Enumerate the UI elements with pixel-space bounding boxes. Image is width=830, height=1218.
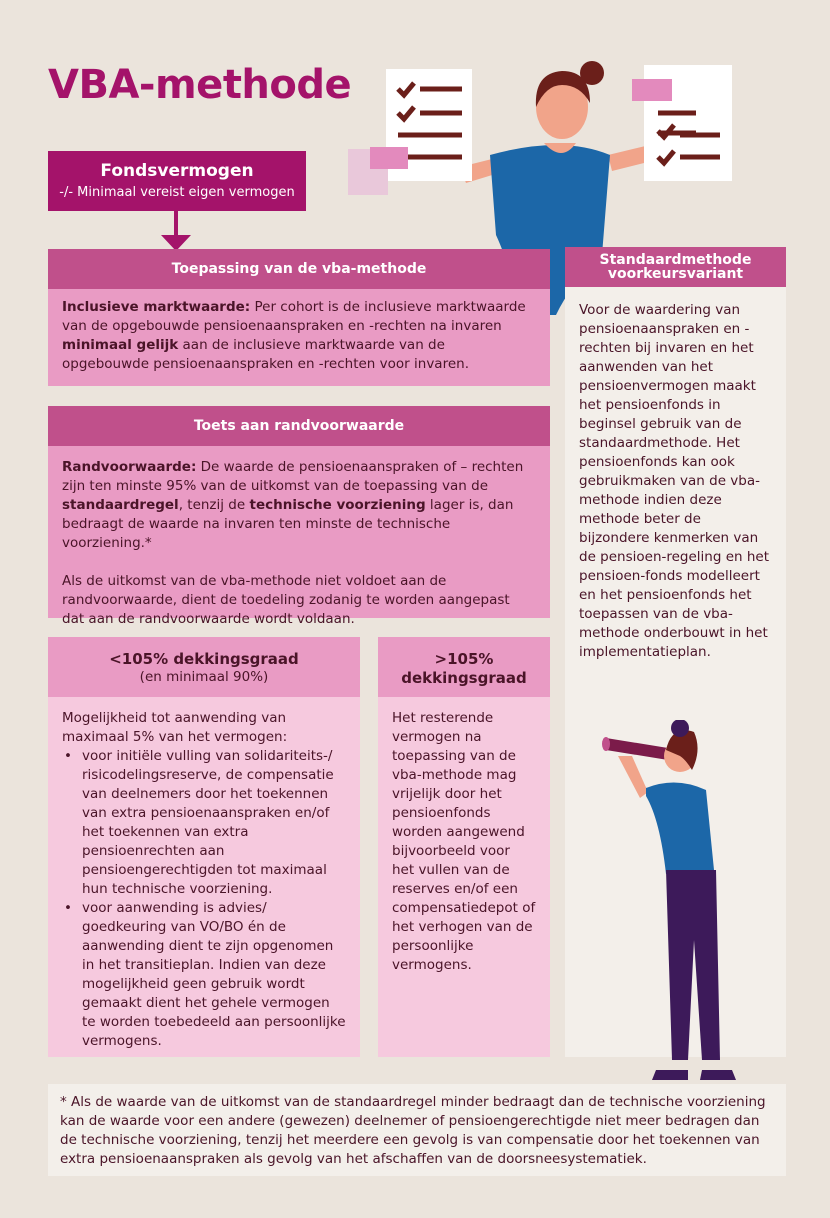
toepassing-bold1: minimaal gelijk (62, 337, 179, 353)
man-telescope-illustration (596, 720, 766, 1086)
sticky-note-pink (632, 79, 672, 101)
below105-subheading: (en minimaal 90%) (139, 669, 269, 685)
above105-text: Het resterende vermogen na toepassing van de vba-methode mag vrijelijk door het pensioenfonds worden aangewend bijvoorbeeld voor het vullen van de reserves en/of een compensatiedepot of het verhogen van de persoonlijke vermogens. (392, 710, 536, 973)
man-shoe (700, 1070, 736, 1080)
fondsvermogen-box (48, 151, 306, 211)
fondsvermogen-heading: Fondsvermogen (100, 161, 254, 181)
list-item: • voor initiële vulling van solidariteits-/ risicodelingsreserve, de compensatie van deelnemers door het toekennen van extra pensioenaanspraken en/of het toekennen van extra pensioenrechten aan pensioengerechtigden tot maximaal hun technische voorziening. (62, 747, 346, 899)
telescope-lens (602, 737, 610, 751)
toets-body (48, 446, 550, 627)
above105-body (378, 697, 550, 1057)
standaard-header (565, 247, 786, 287)
toepassing-body (48, 289, 550, 386)
page-title: VBA-methode (48, 62, 352, 108)
toepassing-text1: Per cohort is de inclusieve marktwaarde van de opgebouwde pensioenaanspraken en -rechten na invaren (62, 299, 526, 334)
toets-label: Randvoorwaarde: (62, 459, 197, 475)
standaard-heading1: Standaardmethode (599, 252, 752, 268)
list-item: • voor aanwending is advies/ goedkeuring van VO/BO én de aanwending dient te zijn opgenomen in het transitieplan. Indien van deze mogelijkheid geen gebruik wordt gemaakt dient het gehele vermogen te worden toebedeeld aan persoonlijke vermogens. (62, 899, 346, 1051)
fondsvermogen-subtitle: -/- Minimaal vereist eigen vermogen (59, 185, 295, 200)
down-arrow-shaft (174, 211, 178, 237)
below105-intro: Mogelijkheid tot aanwending van maximaal 5% van het vermogen: (62, 710, 288, 745)
toets-paragraph2: Als de uitkomst van de vba-methode niet voldoet aan de randvoorwaarde, dient de toedeling zodanig te worden aangepast dat aan de randvoorwaarde wordt voldaan. (62, 573, 510, 627)
toepassing-text2: aan de inclusieve marktwaarde van de opgebouwde pensioenaanspraken en -rechten voor invaren. (62, 337, 469, 372)
telescope-icon (606, 738, 668, 760)
toepassing-header (48, 249, 550, 289)
above105-heading2: dekkingsgraad (401, 669, 527, 687)
toepassing-label: Inclusieve marktwaarde: (62, 299, 251, 315)
man-shoe (652, 1070, 688, 1080)
toets-paragraph1 (62, 458, 536, 553)
toets-heading: Toets aan randvoorwaarde (193, 418, 405, 434)
man-arm (618, 756, 648, 798)
toepassing-heading: Toepassing van de vba-methode (171, 261, 427, 277)
toets-header (48, 406, 550, 446)
below105-bullets (62, 747, 346, 1051)
footnote (48, 1084, 786, 1176)
man-trousers (666, 870, 720, 1060)
man-shirt (646, 782, 714, 876)
above105-heading1: >105% (434, 650, 494, 668)
woman-hair-bun (580, 61, 604, 85)
sticky-note-pink (370, 147, 408, 169)
toets-text2: , tenzij de (178, 497, 250, 513)
standaard-heading2: voorkeursvariant (607, 266, 744, 282)
toets-bold1: standaardregel (62, 497, 179, 513)
toets-text1: De waarde de pensioenaanspraken of – rechten zijn ten minste 95% van de uitkomst van de toepassing van de (62, 459, 524, 494)
below105-body (48, 697, 360, 1057)
footnote-text: * Als de waarde van de uitkomst van de standaardregel minder bedraagt dan de technische voorziening kan de waarde voor een andere (gewezen) deelnemer of pensioengerechtigde niet meer bedragen dan de technische voorziening, tenzij het meerdere een gevolg is van compensatie door het toekennen van extra pensioenaanspraken als gevolg van het afschaffen van de doorsneesystematiek. (60, 1094, 766, 1167)
toets-text3: lager is, dan bedraagt de waarde na invaren ten minste de technische voorziening.* (62, 497, 514, 551)
toets-bold2: technische voorziening (249, 497, 426, 513)
above105-header (378, 637, 550, 697)
below105-heading: <105% dekkingsgraad (109, 650, 299, 668)
below105-header (48, 637, 360, 697)
standaard-text: Voor de waardering van pensioenaanspraken en -rechten bij invaren en het aanwenden van het pensioenvermogen maakt het pensioenfonds in beginsel gebruik van de standaardmethode. Het pensioenfonds kan ook gebruikmaken van de vba-methode indien deze methode beter de bijzondere kenmerken van de pensioen-regeling en het pensioen-fonds modelleert en het pensioenfonds het toepassen van de vba-methode onderbouwt in het implementatieplan. (579, 302, 770, 660)
